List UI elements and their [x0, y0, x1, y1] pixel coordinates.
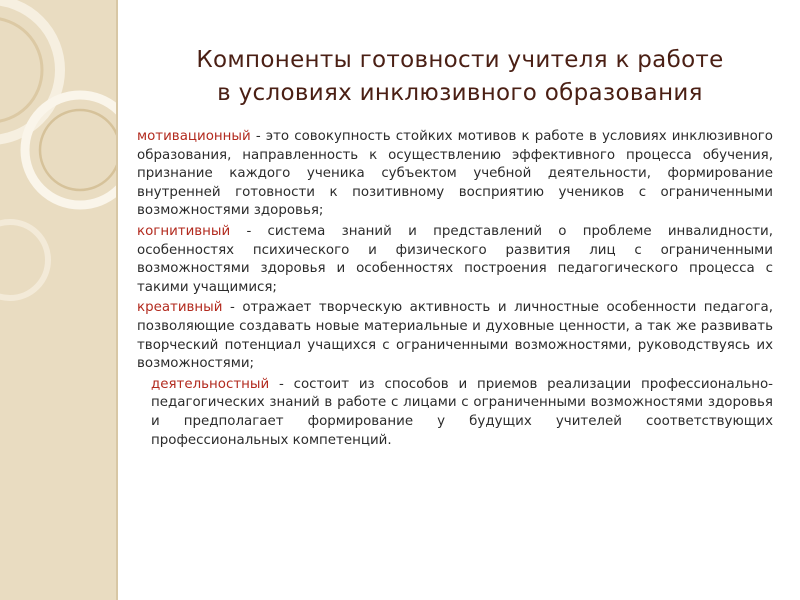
component-description: - состоит из способов и приемов реализации профессионально-педагогических знаний в работе с лицами с ограниченными возможностями здоровья и предполагает формирование у будущих учителей соответствующих профессиональных компетенций. [151, 376, 773, 448]
component-term: деятельностный [151, 376, 270, 392]
component-description: - это совокупность стойких мотивов к работе в условиях инклюзивного образования, направленность к осуществлению эффективного процесса обучения, признание каждого ученика субъектом учебной деятельности, формирование внутренней готовности к позитивному восприятию учеников с ограниченными возможностями здоровья; [137, 129, 773, 219]
component-term: креативный [137, 300, 223, 316]
component-cognitive [137, 223, 773, 297]
slide-title [130, 44, 790, 110]
decorative-rings-graphic [0, 0, 118, 600]
slide-title-line-1: Компоненты готовности учителя к работе [196, 47, 724, 73]
component-term: мотивационный [137, 129, 251, 144]
slide-title-line-2: в условиях инклюзивного образования [217, 80, 703, 106]
component-description: - система знаний и представлений о проблеме инвалидности, особенностях психического и физического развития лиц с ограниченными возможностями здоровья и особенностях построения педагогического процесса с такими учащимися; [137, 223, 773, 295]
component-activity [137, 376, 773, 450]
components-list [137, 128, 773, 452]
component-creative [137, 299, 773, 373]
component-motivational [137, 128, 773, 221]
decorative-side-band [0, 0, 118, 600]
component-term: когнитивный [137, 223, 231, 239]
component-description: - отражает творческую активность и личностные особенности педагога, позволяющие создавать новые материальные и духовные ценности, а так же развивать творческий потенциал учащихся с ограниченными возможностями, руководствуясь их возможностями; [137, 300, 773, 372]
